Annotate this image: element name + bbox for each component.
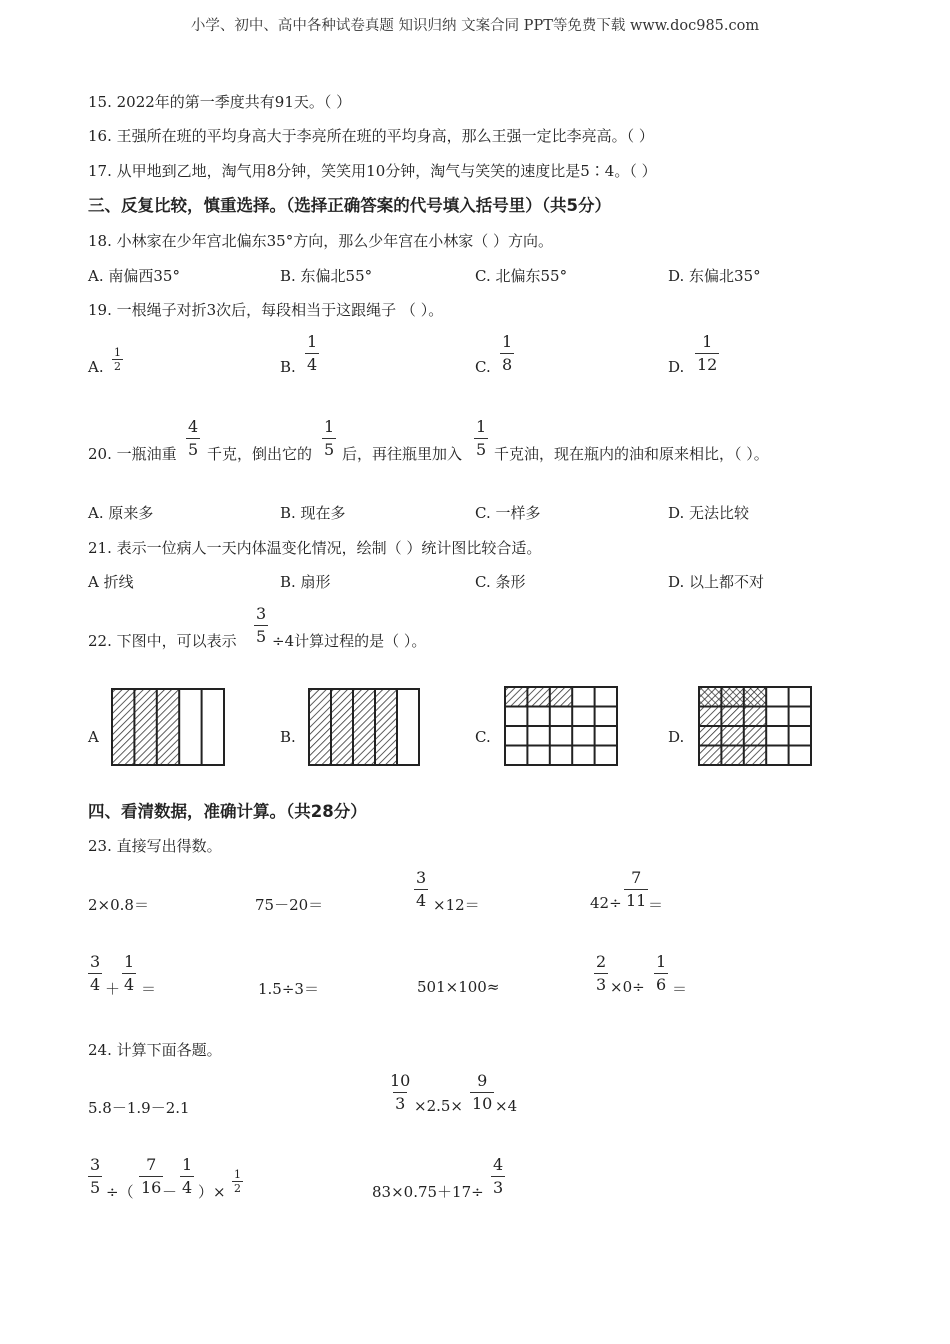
q20-fraction-3: $\frac{1}{5}$ bbox=[476, 417, 487, 459]
q24-expr-4: 83×0.75＋17÷ bbox=[372, 1183, 484, 1201]
q20-option-b: B. 现在多 bbox=[280, 504, 346, 522]
q18-option-d: D. 东偏北35° bbox=[668, 267, 761, 285]
q20-fraction-2: $\frac{1}{5}$ bbox=[324, 417, 335, 459]
q22-fraction: $\frac{3}{5}$ bbox=[256, 604, 267, 646]
q22-figure-b bbox=[307, 687, 421, 767]
q19-fraction-b: $\frac{1}{4}$ bbox=[307, 332, 318, 374]
q24-expr-2-fraction-1: $\frac{10}{3}$ bbox=[390, 1071, 411, 1113]
q24-expr-3-fraction-4: $\frac{1}{2}$ bbox=[234, 1168, 241, 1195]
q24-expr-3-fraction-3: $\frac{1}{4}$ bbox=[182, 1155, 193, 1197]
q24-expr-4-fraction: $\frac{4}{3}$ bbox=[493, 1155, 504, 1197]
q23-expr-7: 501×100≈ bbox=[417, 978, 500, 996]
q20-option-d: D. 无法比较 bbox=[668, 504, 750, 522]
q21-option-d: D. 以上都不对 bbox=[668, 573, 765, 591]
q23-expr-8-fraction-1: $\frac{2}{3}$ bbox=[596, 952, 607, 994]
q19-option-b: B. bbox=[280, 358, 296, 376]
question-19: 19. 一根绳子对折3次后，每段相当于这跟绳子 （ ）。 bbox=[88, 301, 444, 319]
q24-expr-3-divide: ÷（ bbox=[106, 1183, 134, 1201]
question-22-part1: 22. 下图中，可以表示 bbox=[88, 632, 237, 650]
q22-option-a: A bbox=[88, 728, 99, 746]
q19-option-a: A. bbox=[88, 358, 104, 376]
q24-expr-1: 5.8－1.9－2.1 bbox=[88, 1099, 190, 1117]
q23-expr-3-fraction: $\frac{3}{4}$ bbox=[416, 868, 427, 910]
q19-fraction-a: $\frac{1}{2}$ bbox=[114, 346, 121, 373]
q22-figure-d bbox=[697, 685, 813, 767]
q18-option-c: C. 北偏东55° bbox=[475, 267, 568, 285]
q23-expr-5-equals: ＝ bbox=[141, 980, 157, 998]
question-16: 16. 王强所在班的平均身高大于李亮所在班的平均身高，那么王强一定比李亮高。（ ） bbox=[88, 127, 654, 145]
q24-expr-3-fraction-1: $\frac{3}{5}$ bbox=[90, 1155, 101, 1197]
q24-expr-2-end: ×4 bbox=[495, 1097, 518, 1115]
q22-option-b: B. bbox=[280, 728, 296, 746]
q23-expr-4: 42÷ bbox=[590, 894, 622, 912]
q23-expr-4-fraction: $\frac{7}{11}$ bbox=[626, 868, 647, 910]
q23-expr-8-fraction-2: $\frac{1}{6}$ bbox=[656, 952, 667, 994]
q23-expr-3: ×12＝ bbox=[433, 896, 480, 914]
q22-figure-c bbox=[503, 685, 619, 767]
q20-fraction-1: $\frac{4}{5}$ bbox=[188, 417, 199, 459]
q23-expr-5-plus: ＋ bbox=[105, 980, 121, 998]
section-4-title: 四、看清数据，准确计算。（共28分） bbox=[88, 802, 367, 821]
q24-expr-2-fraction-2: $\frac{9}{10}$ bbox=[472, 1071, 493, 1113]
q20-option-c: C. 一样多 bbox=[475, 504, 541, 522]
q21-option-c: C. 条形 bbox=[475, 573, 526, 591]
q19-fraction-d: $\frac{1}{12}$ bbox=[697, 332, 718, 374]
q23-expr-1: 2×0.8＝ bbox=[88, 896, 149, 914]
q24-expr-3-close: ）× bbox=[198, 1183, 226, 1201]
q21-option-a: A 折线 bbox=[88, 573, 134, 591]
question-18: 18. 小林家在少年宫北偏东35°方向，那么少年宫在小林家（ ）方向。 bbox=[88, 232, 553, 250]
question-21: 21. 表示一位病人一天内体温变化情况，绘制（ ）统计图比较合适。 bbox=[88, 539, 542, 557]
question-24: 24. 计算下面各题。 bbox=[88, 1041, 222, 1059]
q23-expr-2: 75－20＝ bbox=[255, 896, 324, 914]
question-20-part1: 20. 一瓶油重 bbox=[88, 445, 177, 463]
question-17: 17. 从甲地到乙地，淘气用8分钟，笑笑用10分钟，淘气与笑笑的速度比是5∶4。（ ） bbox=[88, 162, 657, 180]
q19-fraction-c: $\frac{1}{8}$ bbox=[502, 332, 513, 374]
question-20-part4: 千克油，现在瓶内的油和原来相比，（ ）。 bbox=[494, 445, 769, 463]
question-23: 23. 直接写出得数。 bbox=[88, 837, 222, 855]
question-20-part2: 千克，倒出它的 bbox=[207, 445, 313, 463]
q23-expr-8-equals: ＝ bbox=[672, 980, 688, 998]
question-22-part2: ÷4计算过程的是（ ）。 bbox=[272, 632, 427, 650]
page-header: 小学、初中、高中各种试卷真题 知识归纳 文案合同 PPT等免费下载 www.doc985.com bbox=[190, 18, 760, 34]
q23-expr-8-middle: ×0÷ bbox=[610, 978, 645, 996]
question-20-part3: 后，再往瓶里加入 bbox=[342, 445, 463, 463]
q18-option-b: B. 东偏北55° bbox=[280, 267, 373, 285]
q22-option-c: C. bbox=[475, 728, 491, 746]
q24-expr-3-minus: － bbox=[162, 1183, 178, 1201]
question-15: 15. 2022年的第一季度共有91天。（ ） bbox=[88, 93, 352, 111]
section-3-title: 三、反复比较，慎重选择。（选择正确答案的代号填入括号里）（共5分） bbox=[88, 196, 611, 215]
q19-option-c: C. bbox=[475, 358, 491, 376]
q20-option-a: A. 原来多 bbox=[88, 504, 154, 522]
q23-expr-5-fraction-1: $\frac{3}{4}$ bbox=[90, 952, 101, 994]
q22-option-d: D. bbox=[668, 728, 685, 746]
q24-expr-3-fraction-2: $\frac{7}{16}$ bbox=[141, 1155, 162, 1197]
q21-option-b: B. 扇形 bbox=[280, 573, 331, 591]
q23-expr-6: 1.5÷3＝ bbox=[258, 980, 319, 998]
q19-option-d: D. bbox=[668, 358, 685, 376]
q23-expr-5-fraction-2: $\frac{1}{4}$ bbox=[124, 952, 135, 994]
q22-figure-a bbox=[110, 687, 226, 767]
q23-expr-4-equals: ＝ bbox=[648, 896, 664, 914]
q18-option-a: A. 南偏西35° bbox=[88, 267, 180, 285]
q24-expr-2-middle: ×2.5× bbox=[414, 1097, 463, 1115]
